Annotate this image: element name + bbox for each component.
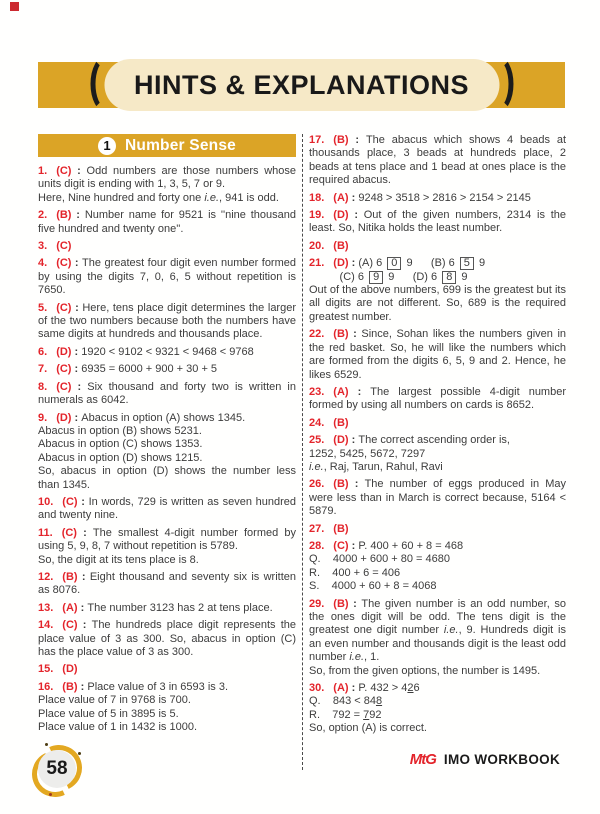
answer-item-7	[38, 363, 296, 376]
answer-text: Place value of 5 in 3895 is 5.	[38, 707, 179, 720]
answer-text: Q. 4000 + 600 + 80 = 4680	[309, 553, 450, 566]
answer-item-25	[309, 434, 566, 474]
answer-option: (C)	[56, 165, 72, 177]
answer-option: (C)	[61, 526, 77, 539]
answer-option: (C)	[56, 240, 72, 253]
question-number: 12.	[38, 570, 54, 583]
answer-item-18	[309, 192, 566, 205]
answer-option: (A)	[333, 191, 349, 204]
page-number-circle	[38, 750, 76, 788]
answer-separator: :	[76, 526, 93, 539]
question-number: 22.	[309, 328, 325, 341]
answer-option: (B)	[56, 209, 72, 222]
answer-text: Here, Nine hundred and forty one	[38, 191, 205, 204]
answer-item-26	[309, 478, 566, 518]
answer-option: (C)	[56, 257, 72, 270]
question-number: 28.	[309, 539, 325, 552]
answer-text: (C) 6	[309, 270, 368, 283]
badge-dot-icon	[45, 743, 48, 746]
answer-text: R. 792 =	[309, 708, 364, 721]
answer-text: The number of eggs produced in May were less than in March is correct because, 5164 < 5879.	[309, 478, 566, 518]
answer-text: Here, tens place digit determines the larger of the two numbers because both the numbers have same digits at hundreds and thousands place.	[38, 301, 296, 341]
answer-option: (B)	[62, 680, 78, 693]
answer-text: Out of the given numbers, 2314 is the least. So, Nitika holds the least number.	[309, 209, 566, 235]
answer-option: (D)	[333, 434, 349, 447]
answer-item-4	[38, 257, 296, 297]
content-area	[38, 134, 566, 770]
footer-brand	[410, 751, 560, 768]
answer-separator: :	[348, 434, 359, 447]
answer-text: 7	[363, 708, 370, 721]
answer-item-6	[38, 346, 296, 359]
answer-option: (C)	[56, 363, 72, 376]
answer-text: Q. 843 < 84	[309, 695, 376, 708]
answer-separator: :	[71, 411, 82, 424]
answer-separator: :	[348, 597, 362, 610]
question-number: 2.	[38, 209, 48, 222]
answer-text: The correct ascending order is,	[358, 434, 510, 447]
question-number: 29.	[309, 597, 325, 610]
answer-text: Abacus in option (C) shows 1353.	[38, 438, 203, 451]
answer-text: S. 4000 + 60 + 8 = 4068	[309, 580, 437, 593]
answer-option: (B)	[333, 416, 349, 429]
answer-text: Abacus in option (D) shows 1215.	[38, 451, 203, 464]
answer-separator: :	[348, 328, 362, 341]
answer-separator: :	[77, 619, 92, 632]
answer-option: (B)	[62, 570, 78, 583]
answer-text: 1252, 5425, 5672, 7297	[309, 447, 426, 460]
answer-item-9	[38, 412, 296, 492]
answer-option: (D)	[333, 257, 349, 270]
answer-text: i.e.	[349, 651, 365, 664]
answer-separator: :	[77, 495, 89, 508]
answer-option: (A)	[333, 385, 349, 398]
answer-option: (C)	[62, 619, 78, 632]
answer-text: Out of the above numbers, 699 is the greatest but its all digits are not different. So, 689 is the required greatest number.	[309, 284, 566, 323]
page-number: 58	[46, 758, 68, 779]
answer-text: 2	[407, 682, 414, 695]
answers-column-right	[309, 134, 566, 736]
answer-option: (D)	[62, 663, 78, 676]
question-number: 16.	[38, 680, 54, 693]
answer-option: (A)	[333, 682, 349, 695]
answer-separator: :	[71, 209, 85, 222]
question-number: 20.	[309, 239, 325, 252]
answer-text: Abacus in option (A) shows 1345.	[81, 411, 246, 424]
answer-option: (D)	[56, 345, 72, 358]
answer-item-10	[38, 496, 296, 523]
answer-option: (C)	[56, 301, 72, 314]
answer-separator: :	[71, 363, 82, 376]
answer-option: (B)	[333, 134, 349, 146]
question-number: 10.	[38, 495, 54, 508]
answer-text: In words, 729 is written as seven hundred and twenty nine.	[38, 495, 296, 522]
question-number: 6.	[38, 345, 48, 358]
question-number: 24.	[309, 416, 325, 429]
book-title: IMO WORKBOOK	[443, 752, 560, 767]
answer-text: 8	[442, 271, 456, 284]
answer-option: (B)	[333, 328, 349, 341]
answer-text: So, from the given options, the number is 1495.	[309, 664, 541, 677]
answer-text: The given number is an odd number, so the ones digit will be odd. The tens digit is the greatest one digit number	[309, 597, 566, 637]
question-number: 15.	[38, 663, 54, 676]
left-paren-arc-icon	[90, 56, 120, 112]
question-number: 5.	[38, 301, 48, 314]
answer-item-15	[38, 663, 296, 676]
answer-option: (A)	[62, 601, 78, 614]
answer-separator: :	[348, 257, 359, 270]
answer-text: The abacus which shows 4 beads at thousands place, 3 beads at hundreds place, 2 beads at tens place and 1 bead at ones place is the required abacus.	[309, 134, 566, 187]
badge-dot-icon	[49, 793, 52, 796]
answer-item-24	[309, 417, 566, 430]
answer-text: The number 3123 has 2 at tens place.	[87, 601, 273, 614]
answer-text: 1920 < 9102 < 9321 < 9468 < 9768	[81, 345, 254, 358]
answer-text: , 941 is odd.	[219, 191, 279, 204]
answer-text: The smallest 4-digit number formed by using 5, 9, 8, 7 without repetition is 5789.	[38, 526, 296, 553]
question-number: 14.	[38, 619, 54, 632]
answer-item-3	[38, 240, 296, 253]
answer-item-27	[309, 523, 566, 536]
answer-separator: :	[71, 301, 83, 314]
answer-item-12	[38, 571, 296, 598]
answer-text: 0	[387, 257, 401, 270]
answer-separator: :	[77, 570, 90, 583]
answer-item-21	[309, 257, 566, 324]
answer-text: Eight thousand and seventy six is written as 8076.	[38, 570, 296, 597]
answer-option: (B)	[333, 239, 349, 252]
column-divider	[302, 134, 303, 770]
answer-item-17	[309, 134, 566, 188]
question-number: 21.	[309, 257, 325, 270]
answer-text: 92	[369, 708, 382, 721]
question-number: 11.	[38, 526, 53, 539]
answer-separator: :	[71, 165, 87, 177]
answer-text: Abacus in option (B) shows 5231.	[38, 424, 202, 437]
banner-pill	[104, 59, 499, 111]
right-paren-arc-icon	[483, 56, 513, 112]
question-number: 1.	[38, 165, 48, 177]
answer-text: Place value of 7 in 9768 is 700.	[38, 694, 191, 707]
answer-separator: :	[348, 539, 359, 552]
question-number: 30.	[309, 682, 325, 695]
answer-item-2	[38, 209, 296, 236]
answer-text: 9	[458, 270, 468, 283]
answer-item-13	[38, 602, 296, 615]
answer-separator: :	[348, 682, 359, 695]
answer-separator: :	[77, 680, 88, 693]
answer-text: Odd numbers are those numbers whose units digit is ending with 1, 3, 5, 7 or 9.	[38, 165, 296, 191]
answer-text: So, option (A) is correct.	[309, 722, 427, 735]
answer-separator: :	[348, 134, 366, 146]
answer-text: Place value of 3 in 6593 is 3.	[87, 680, 229, 693]
answer-item-1	[38, 165, 296, 205]
answer-option: (C)	[56, 380, 72, 393]
answer-option: (D)	[56, 411, 72, 424]
question-number: 8.	[38, 380, 48, 393]
section-number-badge: 1	[98, 137, 116, 155]
corner-mark	[10, 2, 19, 11]
answer-item-11	[38, 527, 296, 567]
answer-text: , Raj, Tarun, Rahul, Ravi	[323, 460, 443, 473]
answer-separator: :	[348, 478, 365, 491]
question-number: 9.	[38, 411, 48, 424]
page-number-badge	[33, 744, 83, 796]
answer-item-29	[309, 598, 566, 678]
question-number: 3.	[38, 240, 48, 253]
answer-text: P. 432 > 4	[358, 682, 408, 695]
answer-option: (C)	[62, 495, 78, 508]
answer-option: (C)	[333, 539, 349, 552]
answer-item-14	[38, 619, 296, 659]
question-number: 27.	[309, 522, 325, 535]
question-number: 18.	[309, 191, 325, 204]
question-number: 7.	[38, 363, 48, 376]
answer-option: (B)	[333, 478, 349, 491]
answer-separator: :	[348, 191, 359, 204]
question-number: 26.	[309, 478, 325, 491]
answer-text: Since, Sohan likes the numbers given in the red basket. So, he will like the numbers which are formed from the digits 6, 5, 9 and 2. Hence, he likes 6529.	[309, 328, 567, 381]
right-column	[309, 134, 566, 770]
answer-text: So, the digit at its tens place is 8.	[38, 553, 199, 566]
answer-separator: :	[71, 380, 88, 393]
answer-text: , 9. Hundreds digit is an even number and thousands digit is the least odd number	[309, 624, 566, 664]
answer-text: 8	[375, 695, 383, 708]
mtg-logo: MtG	[409, 751, 436, 768]
answer-text: The hundreds place digit represents the place value of 3 as 300. So, abacus in option (C) has the place value of 3 as 300.	[38, 619, 297, 658]
answer-text: i.e.	[309, 460, 324, 473]
answer-text: 5	[460, 257, 474, 270]
question-number: 13.	[38, 601, 54, 614]
question-number: 25.	[309, 434, 325, 447]
answer-text: 9 (D) 6	[385, 270, 441, 283]
answer-item-23	[309, 386, 566, 413]
answer-option: (B)	[333, 522, 349, 535]
question-number: 4.	[38, 257, 48, 270]
left-column	[38, 134, 296, 770]
answer-text: 6935 = 6000 + 900 + 30 + 5	[81, 363, 218, 376]
answer-text: 9 (B) 6	[403, 257, 458, 270]
answer-item-19	[309, 209, 566, 236]
answer-text: The largest possible 4-digit number formed by using all numbers on cards is 8652.	[309, 385, 566, 412]
answer-option: (B)	[333, 597, 349, 610]
answer-separator: :	[71, 257, 83, 270]
question-number: 23.	[309, 385, 325, 398]
answers-column-left	[38, 165, 296, 734]
answer-text: Place value of 1 in 1432 is 1000.	[38, 721, 198, 734]
answer-text: P. 400 + 60 + 8 = 468	[358, 539, 464, 552]
answer-item-22	[309, 328, 566, 382]
answer-text: (A) 6	[358, 257, 386, 270]
hints-banner	[38, 62, 565, 108]
answer-text: Number name for 9521 is ''nine thousand five hundred and twenty one''.	[38, 209, 296, 235]
answer-separator: :	[348, 385, 371, 398]
answer-item-20	[309, 240, 566, 253]
section-title: Number Sense	[125, 136, 236, 154]
answer-text: i.e.	[204, 191, 220, 204]
question-number: 17.	[309, 134, 325, 146]
answer-text: 9248 > 3518 > 2816 > 2154 > 2145	[358, 191, 531, 204]
answer-text: 9	[475, 257, 486, 270]
banner-title: HINTS & EXPLANATIONS	[133, 69, 470, 100]
answer-separator: :	[77, 601, 88, 614]
answer-text: So, abacus in option (D) shows the number less than 1345.	[38, 465, 296, 491]
answer-option: (D)	[333, 209, 349, 222]
answer-text: 9	[369, 271, 383, 284]
answer-item-8	[38, 381, 296, 408]
answer-text: R. 400 + 6 = 406	[309, 566, 401, 579]
question-number: 19.	[309, 209, 325, 222]
answer-text: The greatest four digit even number formed by using the digits 7, 0, 6, 5 without repetition is 7650.	[38, 257, 296, 297]
answer-text: 6	[413, 682, 420, 695]
answer-text: i.e.	[443, 624, 459, 637]
section-header	[38, 134, 296, 157]
badge-dot-icon	[78, 752, 81, 755]
answer-separator: :	[71, 345, 82, 358]
answer-text: , 1.	[364, 651, 380, 664]
answer-item-28	[309, 540, 566, 594]
answer-item-30	[309, 682, 566, 736]
answer-separator: :	[348, 209, 364, 222]
answer-text: Six thousand and forty two is written in numerals as 6042.	[38, 380, 296, 407]
answer-item-5	[38, 302, 296, 342]
answer-item-16	[38, 681, 296, 735]
